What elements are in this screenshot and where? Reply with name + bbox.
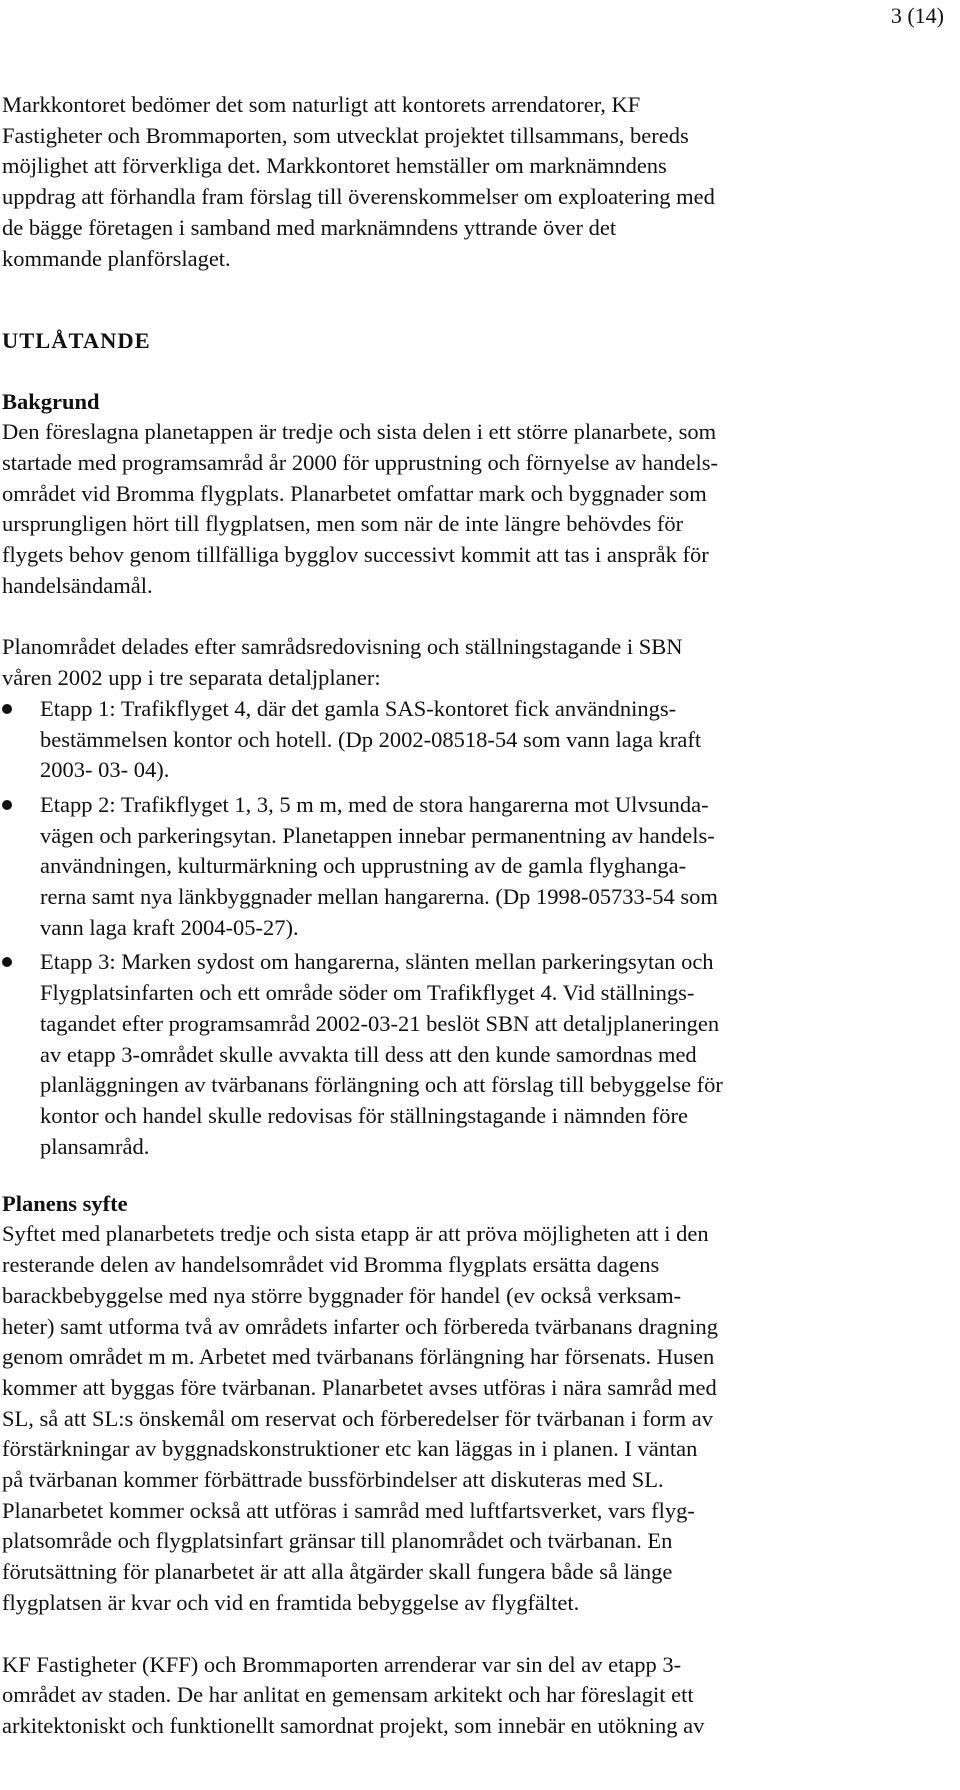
- bullet-icon: [2, 800, 12, 810]
- text-line: Etapp 1: Trafikflyget 4, där det gamla SAS-kontoret fick användnings-: [40, 695, 677, 721]
- document-body: [2, 90, 882, 1742]
- etapp-list: [2, 694, 882, 1163]
- text-line: möjlighet att förverkliga det. Markkontoret hemställer om marknämndens: [2, 153, 667, 179]
- text-line: resterande delen av handelsområdet vid Bromma flygplats ersätta dagens: [2, 1252, 660, 1278]
- bakgrund-heading: Bakgrund: [2, 389, 100, 415]
- kff-paragraph: [2, 1650, 882, 1742]
- text-line: 2003- 03- 04).: [40, 757, 170, 783]
- text-line: startade med programsamråd år 2000 för upprustning och förnyelse av handels-: [2, 449, 719, 475]
- text-line: användningen, kulturmärkning och upprustning av de gamla flyghanga-: [40, 853, 687, 879]
- planens-syfte-heading: Planens syfte: [2, 1191, 128, 1217]
- text-line: av etapp 3-området skulle avvakta till dess att den kunde samordnas med: [40, 1041, 697, 1067]
- text-line: området vid Bromma flygplats. Planarbetet omfattar mark och byggnader som: [2, 480, 707, 506]
- bullet-icon: [2, 957, 12, 967]
- intro-paragraph: [2, 90, 882, 274]
- text-line: arkitektoniskt och funktionellt samordnat projekt, som innebär en utökning av: [2, 1712, 705, 1738]
- list-item-etapp-1: [2, 694, 882, 786]
- bakgrund-paragraph: [2, 417, 882, 601]
- list-item-etapp-2: [2, 790, 882, 944]
- text-line: Etapp 3: Marken sydost om hangarerna, slänten mellan parkeringsytan och: [40, 949, 714, 975]
- text-line: SL, så att SL:s önskemål om reservat och förberedelser för tvärbanan i form av: [2, 1405, 714, 1431]
- page-number: 3 (14): [890, 3, 944, 28]
- text-line: på tvärbanan kommer förbättrade bussförbindelser att diskuteras med SL.: [2, 1467, 664, 1493]
- text-line: Syftet med planarbetets tredje och sista etapp är att pröva möjligheten att i den: [2, 1221, 709, 1247]
- text-line: flygets behov genom tillfälliga bygglov successivt kommit att tas i anspråk för: [2, 542, 709, 568]
- text-line: Markkontoret bedömer det som naturligt att kontorets arrendatorer, KF: [2, 92, 641, 117]
- text-line: tagandet efter programsamråd 2002-03-21 beslöt SBN att detaljplaneringen: [40, 1010, 720, 1036]
- text-line: handelsändamål.: [2, 572, 153, 598]
- text-line: ursprungligen hört till flygplatsen, men som när de inte längre behövdes för: [2, 511, 684, 537]
- text-line: Planarbetet kommer också att utföras i samråd med luftfartsverket, vars flyg-: [2, 1497, 695, 1523]
- text-line: kontor och handel skulle redovisas för ställningstagande i nämnden före: [40, 1102, 688, 1128]
- text-line: Planområdet delades efter samrådsredovisning och ställningstagande i SBN: [2, 634, 683, 660]
- text-line: vann laga kraft 2004-05-27).: [40, 914, 299, 940]
- text-line: plansamråd.: [40, 1133, 150, 1159]
- text-line: Flygplatsinfarten och ett område söder om Trafikflyget 4. Vid ställnings-: [40, 980, 695, 1006]
- planens-syfte-paragraph: [2, 1219, 882, 1618]
- section-title: UTLÅTANDE: [2, 328, 151, 354]
- text-line: planläggningen av tvärbanans förlängning och att förslag till bebyggelse för: [40, 1072, 723, 1098]
- text-line: rerna samt nya länkbyggnader mellan hangarerna. (Dp 1998-05733-54 som: [40, 884, 718, 910]
- text-line: heter) samt utforma två av områdets infarter och förbereda tvärbanans dragning: [2, 1313, 718, 1339]
- text-line: bestämmelsen kontor och hotell. (Dp 2002-08518-54 som vann laga kraft: [40, 726, 702, 752]
- text-line: vägen och parkeringsytan. Planetappen innebar permanentning av handels-: [40, 822, 715, 848]
- planomradet-paragraph: [2, 632, 882, 693]
- text-line: barackbebyggelse med nya större byggnader för handel (ev också verksam-: [2, 1282, 682, 1308]
- text-line: Etapp 2: Trafikflyget 1, 3, 5 m m, med de stora hangarerna mot Ulvsunda-: [40, 791, 709, 817]
- text-line: Fastigheter och Brommaporten, som utvecklat projektet tillsammans, bereds: [2, 122, 689, 148]
- text-line: Den föreslagna planetappen är tredje och sista delen i ett större planarbete, som: [2, 419, 717, 445]
- text-line: flygplatsen är kvar och vid en framtida bebyggelse av flygfältet.: [2, 1589, 580, 1615]
- text-line: genom området m m. Arbetet med tvärbanans förlängning har försenats. Husen: [2, 1344, 715, 1370]
- list-item-etapp-3: [2, 947, 882, 1162]
- text-line: kommer att byggas före tvärbanan. Planarbetet avses utföras i nära samråd med: [2, 1374, 717, 1400]
- text-line: förutsättning för planarbetet är att alla åtgärder skall fungera både så länge: [2, 1559, 673, 1585]
- text-line: platsområde och flygplatsinfart gränsar till planområdet och tvärbanan. En: [2, 1528, 673, 1554]
- text-line: området av staden. De har anlitat en gemensam arkitekt och har föreslagit ett: [2, 1682, 694, 1708]
- text-line: KF Fastigheter (KFF) och Brommaporten arrenderar var sin del av etapp 3-: [2, 1651, 682, 1677]
- text-line: förstärkningar av byggnadskonstruktioner etc kan läggas in i planen. I väntan: [2, 1436, 698, 1462]
- text-line: våren 2002 upp i tre separata detaljplaner:: [2, 665, 381, 691]
- text-line: de bägge företagen i samband med marknämndens yttrande över det: [2, 214, 617, 240]
- text-line: kommande planförslaget.: [2, 245, 231, 271]
- bullet-icon: [2, 704, 12, 714]
- text-line: uppdrag att förhandla fram förslag till överenskommelser om exploatering med: [2, 184, 715, 210]
